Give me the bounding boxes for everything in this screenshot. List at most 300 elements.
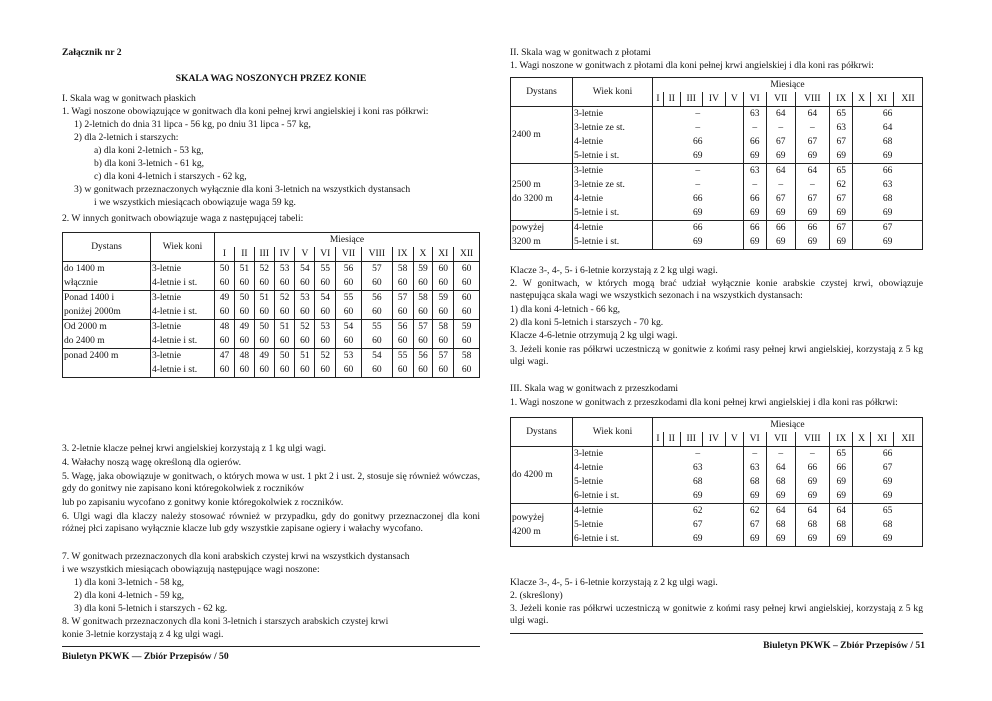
distance-line-1: 2500 m: [512, 180, 541, 190]
note-2: 2. W gonitwach, w których mogą brać udział wyłącznie konie arabskie czystej krwi, obowiązuje następująca skala wagi we wszystkich sezonach i na wszystkich dystansach:: [510, 278, 923, 301]
weight-cell: 52: [295, 320, 315, 335]
age-cell: 4-letnie: [573, 221, 653, 236]
weight-cell: 57: [433, 349, 454, 364]
weight-cell: 62: [830, 178, 853, 192]
weight-cell: 58: [433, 320, 454, 335]
weight-cell: 60: [254, 363, 274, 378]
age-cell: 4-letnie: [573, 461, 653, 475]
age-cell: 3-letnie: [573, 164, 653, 179]
table-row: [511, 475, 923, 489]
weight-cell: 60: [361, 363, 392, 378]
table-row: [63, 334, 480, 349]
weight-cell: 60: [336, 276, 362, 291]
weight-cell: –: [743, 178, 766, 192]
weight-cell: 51: [295, 349, 315, 364]
month-header: II: [663, 92, 680, 107]
weight-cell: 65: [830, 447, 853, 462]
weight-cell: 60: [392, 276, 413, 291]
month-header: X: [853, 432, 871, 447]
distance-line-1: powyżej: [512, 513, 545, 523]
weight-cell-oct-dec: 69: [882, 534, 893, 544]
weight-cell: 53: [336, 349, 362, 364]
table-row: [511, 235, 923, 250]
weight-cell: 60: [413, 305, 433, 320]
month-header: VIII: [361, 247, 392, 262]
weight-cell: 48: [234, 349, 254, 364]
table-row: [511, 532, 923, 547]
s1-list-2c: c) dla koni 4-letnich i starszych - 62 kg,: [94, 171, 247, 182]
weight-cell: 69: [766, 206, 795, 221]
weight-cell: 68: [743, 475, 766, 489]
weight-cell: 64: [766, 164, 795, 179]
weight-cell: 69: [830, 235, 853, 250]
weight-cell: 69: [743, 532, 766, 547]
footer-rule: [62, 646, 480, 647]
header-miesiace: Miesiące: [329, 235, 365, 245]
weight-cell: 69: [795, 206, 829, 221]
weight-cell: 65: [830, 107, 853, 122]
month-header: II: [234, 247, 254, 262]
age-cell: 3-letnie: [151, 349, 215, 364]
distance-cell: włącznie: [63, 276, 151, 291]
s3-paragraph-1: 1. Wagi noszone w gonitwach z przeszkodami dla koni pełnej krwi angielskiej i dla koni ras półkrwi:: [510, 397, 898, 408]
weight-cell: 60: [234, 305, 254, 320]
weight-cell: 48: [215, 320, 235, 335]
note-2-item-3: Klacze 4-6-letnie otrzymują 2 kg ulgi wagi.: [510, 330, 678, 341]
weight-cell: 63: [743, 107, 766, 122]
weight-cell: 60: [413, 334, 433, 349]
month-header: VII: [766, 432, 795, 447]
weight-cell: 60: [361, 334, 392, 349]
note-4: Klacze 3-, 4-, 5- i 6-letnie korzystają z 2 kg ulgi wagi.: [510, 577, 718, 588]
weight-cell: 69: [795, 475, 829, 489]
weight-cell: 59: [433, 291, 454, 306]
weight-cell: 60: [295, 363, 315, 378]
weight-cell: 69: [743, 489, 766, 504]
month-header: II: [663, 432, 680, 447]
weight-cell: 62: [743, 504, 766, 519]
distance-line-1: powyżej: [512, 223, 545, 233]
age-cell: 3-letnie ze st.: [573, 121, 653, 135]
weight-cell: 60: [215, 276, 235, 291]
weight-cell-jan-may: 63: [653, 461, 744, 475]
table-row: [63, 349, 480, 364]
weight-cell: 64: [766, 461, 795, 475]
table-row: [63, 305, 480, 320]
weight-cell: 69: [766, 149, 795, 164]
s1-paragraph-2: 2. W innych gonitwach obowiązuje waga z następującej tabeli:: [62, 213, 304, 224]
age-cell: 3-letnie: [151, 291, 215, 306]
weight-cell-jan-may: 66: [653, 221, 744, 236]
weight-cell: –: [743, 121, 766, 135]
month-header: VI: [743, 432, 766, 447]
distance-cell: [511, 504, 573, 547]
weight-cell-oct-dec: 64: [882, 123, 893, 133]
weight-cell: 66: [743, 221, 766, 236]
paragraph-7-item-1: 1) dla koni 3-letnich - 58 kg,: [74, 577, 185, 588]
age-cell: 5-letnie i st.: [573, 206, 653, 221]
weight-cell: 60: [461, 307, 472, 317]
month-header: IX: [392, 247, 413, 262]
s1-list-3b: i we wszystkich miesiącach obowiązuje waga 59 kg.: [94, 197, 296, 208]
weight-cell: 59: [461, 322, 472, 332]
month-header: VIII: [795, 432, 829, 447]
table-row: [63, 320, 480, 335]
weight-cell: 65: [830, 164, 853, 179]
month-header: VII: [766, 92, 795, 107]
weight-cell: 64: [795, 504, 829, 519]
s1-list-2a: a) dla koni 2-letnich - 53 kg,: [94, 145, 204, 156]
flat-weights-table: [62, 232, 480, 378]
weight-cell: 50: [215, 262, 235, 277]
table-row: [511, 135, 923, 149]
weight-cell: 64: [795, 107, 829, 122]
weight-cell: 60: [336, 305, 362, 320]
table-row: [511, 504, 923, 519]
age-cell: 3-letnie: [151, 320, 215, 335]
weight-cell-oct-dec: 65: [882, 506, 893, 516]
weight-cell: 60: [295, 305, 315, 320]
table-row: [511, 461, 923, 475]
age-cell: 4-letnie: [573, 504, 653, 519]
weight-cell-jan-may: 62: [653, 504, 744, 519]
month-header: X: [413, 247, 433, 262]
paragraph-4: 4. Wałachy noszą wagę określoną dla ogierów.: [62, 457, 242, 468]
weight-cell: 50: [274, 349, 295, 364]
weight-cell: 60: [215, 334, 235, 349]
weight-cell: 69: [830, 532, 853, 547]
weight-cell: 60: [234, 334, 254, 349]
weight-cell-oct-dec: 68: [882, 137, 893, 147]
section-3-title: III. Skala wag w gonitwach z przeszkodami: [510, 383, 679, 394]
weight-cell: 60: [295, 334, 315, 349]
weight-cell: 66: [795, 461, 829, 475]
weight-cell-oct-dec: 69: [882, 151, 893, 161]
table-row: [63, 291, 480, 306]
weight-cell: 60: [274, 305, 295, 320]
weight-cell: 49: [254, 349, 274, 364]
note-2-item-1: 1) dla koni 4-letnich - 66 kg,: [510, 304, 621, 315]
month-header: IX: [830, 92, 853, 107]
weight-cell: 52: [274, 291, 295, 306]
weight-cell: –: [743, 447, 766, 462]
weight-cell: 64: [766, 504, 795, 519]
weight-cell: 69: [743, 235, 766, 250]
table-row: [511, 192, 923, 206]
weight-cell: 60: [461, 293, 472, 303]
month-header: III: [680, 92, 702, 107]
weight-cell-oct-dec: 69: [882, 237, 893, 247]
weight-cell: 69: [830, 475, 853, 489]
age-cell: 4-letnie i st.: [151, 276, 215, 291]
weight-cell: 60: [274, 276, 295, 291]
weight-cell: 64: [795, 164, 829, 179]
distance-line-1: 2400 m: [512, 130, 541, 140]
weight-cell: 60: [461, 365, 472, 375]
distance-cell: [511, 107, 573, 164]
note-3: 3. Jeżeli konie ras półkrwi uczestniczą w gonitwie z końmi rasy pełnej krwi angielskiej, korzystają z 5 kg ulgi wagi.: [510, 344, 923, 367]
s1-list-2b: b) dla koni 3-letnich - 61 kg,: [94, 158, 205, 169]
weight-cell: –: [766, 121, 795, 135]
weight-cell: 69: [743, 149, 766, 164]
weight-cell: 52: [315, 349, 336, 364]
note-5: 2. (skreślony): [510, 590, 563, 601]
weight-cell: 60: [361, 305, 392, 320]
weight-cell: 69: [795, 235, 829, 250]
weight-cell: 60: [461, 278, 472, 288]
header-miesiace: Miesiące: [770, 80, 805, 90]
distance-cell: [511, 221, 573, 250]
weight-cell: 66: [743, 192, 766, 206]
weight-cell: 57: [392, 291, 413, 306]
weight-cell: 69: [795, 532, 829, 547]
month-header: VII: [336, 247, 362, 262]
weight-cell: 53: [315, 320, 336, 335]
distance-cell: do 2400 m: [63, 334, 151, 349]
weight-cell: 53: [274, 262, 295, 277]
weight-cell: 60: [254, 305, 274, 320]
weight-cell-jan-may: 69: [653, 206, 744, 221]
weight-cell-jan-may: 69: [653, 235, 744, 250]
month-header: IV: [702, 432, 725, 447]
month-header: VI: [743, 92, 766, 107]
age-cell: 3-letnie: [151, 262, 215, 277]
weight-cell: 67: [766, 135, 795, 149]
weight-cell: 60: [433, 334, 454, 349]
age-cell: 4-letnie: [573, 192, 653, 206]
weight-cell-jan-may: –: [653, 107, 744, 122]
weight-cell: 56: [361, 291, 392, 306]
month-header: I: [653, 92, 664, 107]
age-cell: 6-letnie i st.: [573, 532, 653, 547]
table-row: [511, 107, 923, 122]
table-row: [63, 262, 480, 277]
age-cell: 4-letnie i st.: [151, 363, 215, 378]
weight-cell: 68: [766, 475, 795, 489]
weight-cell: 69: [795, 149, 829, 164]
month-header: V: [726, 92, 744, 107]
weight-cell: 60: [234, 363, 254, 378]
weight-cell: 69: [795, 489, 829, 504]
weight-cell: 69: [830, 206, 853, 221]
weight-cell: 60: [392, 305, 413, 320]
paragraph-3: 3. 2-letnie klacze pełnej krwi angielskiej korzystają z 1 kg ulgi wagi.: [62, 443, 327, 454]
month-header: XII: [901, 434, 915, 444]
weight-cell: 60: [274, 334, 295, 349]
weight-cell-jan-may: 68: [653, 475, 744, 489]
page-title: SKALA WAG NOSZONYCH PRZEZ KONIE: [175, 73, 367, 84]
weight-cell: 69: [830, 489, 853, 504]
weight-cell: 64: [766, 107, 795, 122]
weight-cell-jan-may: –: [653, 121, 744, 135]
month-header: I: [215, 247, 235, 262]
weight-cell: 60: [433, 262, 454, 277]
age-cell: 4-letnie i st.: [151, 334, 215, 349]
weight-cell: 60: [392, 334, 413, 349]
weight-cell: 63: [830, 121, 853, 135]
weight-cell-jan-may: 66: [653, 192, 744, 206]
weight-cell: 66: [743, 135, 766, 149]
weight-cell: 60: [433, 363, 454, 378]
weight-cell: 52: [254, 262, 274, 277]
weight-cell: 67: [795, 192, 829, 206]
header-wiek: Wiek koni: [151, 233, 215, 262]
weight-cell: 63: [743, 461, 766, 475]
weight-cell: 60: [315, 276, 336, 291]
hurdles-weights-table: [510, 77, 923, 250]
weight-cell: 60: [315, 334, 336, 349]
weight-cell: 68: [766, 518, 795, 532]
footer-right: Biuletyn PKWK – Zbiór Przepisów / 51: [763, 640, 925, 651]
weight-cell-oct-dec: 69: [882, 208, 893, 218]
weight-cell: 58: [461, 351, 472, 361]
month-header: XI: [433, 247, 454, 262]
header-dystans: Dystans: [63, 233, 151, 262]
weight-cell: 60: [361, 276, 392, 291]
weight-cell-jan-may: –: [653, 447, 744, 462]
section-1-title: I. Skala wag w gonitwach płaskich: [62, 93, 196, 104]
distance-cell: [511, 164, 573, 221]
weight-cell: 55: [392, 349, 413, 364]
month-header: XI: [870, 432, 893, 447]
table-row: [511, 489, 923, 504]
month-header: V: [295, 247, 315, 262]
flat-table-body: [63, 262, 480, 378]
paragraph-7-item-2: 2) dla koni 4-letnich - 59 kg,: [74, 590, 185, 601]
age-cell: 5-letnie i st.: [573, 149, 653, 164]
weight-cell: 69: [766, 235, 795, 250]
weight-cell: 60: [274, 363, 295, 378]
weight-cell: 47: [215, 349, 235, 364]
weight-cell-oct-dec: 68: [882, 194, 893, 204]
distance-line-2: 3200 m: [512, 237, 541, 247]
header-miesiace: Miesiące: [770, 420, 805, 430]
weight-cell: 67: [795, 135, 829, 149]
month-header: VI: [315, 247, 336, 262]
weight-cell: –: [766, 178, 795, 192]
table-row: [511, 164, 923, 179]
weight-cell-oct-dec: 67: [882, 463, 893, 473]
weight-cell: 60: [392, 363, 413, 378]
weight-cell: 56: [392, 320, 413, 335]
paragraph-6: 6. Ulgi wagi dla klaczy należy stosować również w przypadku, gdy do gonitwy przeznaczonej dla koni różnej płci zapisano wyłącznie klacze lub gdy wszystkie zapisane ogiery i wałachy wycofano.: [62, 511, 480, 534]
age-cell: 6-letnie i st.: [573, 489, 653, 504]
month-header: XII: [901, 94, 915, 104]
distance-cell: Od 2000 m: [63, 320, 151, 335]
weight-cell: 68: [795, 518, 829, 532]
distance-cell: poniżej 2000m: [63, 305, 151, 320]
weight-cell: 57: [413, 320, 433, 335]
month-header: VIII: [795, 92, 829, 107]
age-cell: 3-letnie ze st.: [573, 178, 653, 192]
weight-cell: 50: [254, 320, 274, 335]
table-row: [511, 518, 923, 532]
weight-cell: –: [795, 447, 829, 462]
weight-cell-oct-dec: 69: [882, 491, 893, 501]
weight-cell: 57: [361, 262, 392, 277]
weight-cell: 49: [234, 320, 254, 335]
header-dystans: Dystans: [511, 78, 573, 107]
weight-cell: 53: [295, 291, 315, 306]
paragraph-5: 5. Wagę, jaka obowiązuje w gonitwach, o których mowa w ust. 1 pkt 2 i ust. 2, stosuje się również wówczas, gdy do gonitwy nie zapisano koni któregokolwiek z roczników: [62, 471, 480, 494]
weight-cell: 60: [413, 276, 433, 291]
attachment-label: Załącznik nr 2: [62, 47, 122, 58]
s1-list-1: 1) 2-letnich do dnia 31 lipca - 56 kg, po dniu 31 lipca - 57 kg,: [74, 119, 311, 130]
weight-cell: 58: [392, 262, 413, 277]
paragraph-5b: lub po zapisaniu wycofano z gonitwy konie któregokolwiek z roczników.: [62, 497, 344, 508]
weight-cell: 69: [766, 489, 795, 504]
weight-cell: 49: [215, 291, 235, 306]
weight-cell: 67: [743, 518, 766, 532]
weight-cell: 51: [254, 291, 274, 306]
steeplechase-table-body: [511, 447, 923, 547]
weight-cell: 60: [433, 305, 454, 320]
weight-cell-oct-dec: 67: [882, 223, 893, 233]
age-cell: 4-letnie i st.: [151, 305, 215, 320]
weight-cell: 56: [336, 262, 362, 277]
weight-cell: 55: [336, 291, 362, 306]
month-header: X: [853, 92, 871, 107]
weight-cell: 66: [795, 221, 829, 236]
paragraph-8: 8. W gonitwach przeznaczonych dla koni 3-letnich i starszych arabskich czystej krwi: [62, 616, 389, 627]
weight-cell: –: [795, 178, 829, 192]
weight-cell: 60: [413, 363, 433, 378]
weight-cell: 54: [315, 291, 336, 306]
s1-list-3: 3) w gonitwach przeznaczonych wyłącznie dla koni 3-letnich na wszystkich dystansach: [74, 184, 411, 195]
weight-cell: 59: [413, 262, 433, 277]
weight-cell: 67: [830, 221, 853, 236]
weight-cell: 60: [234, 276, 254, 291]
weight-cell-oct-dec: 63: [882, 180, 893, 190]
distance-cell: [63, 363, 151, 378]
weight-cell: 60: [254, 334, 274, 349]
month-header: IV: [702, 92, 725, 107]
weight-cell: 69: [830, 149, 853, 164]
table-row: [63, 276, 480, 291]
weight-cell: 68: [830, 518, 853, 532]
age-cell: 5-letnie: [573, 518, 653, 532]
weight-cell: 60: [215, 363, 235, 378]
weight-cell: 50: [234, 291, 254, 306]
age-cell: 5-letnie: [573, 475, 653, 489]
age-cell: 5-letnie i st.: [573, 235, 653, 250]
paragraph-8b: konie 3-letnie korzystają z 4 kg ulgi wagi.: [62, 629, 224, 640]
weight-cell-jan-may: 66: [653, 135, 744, 149]
note-2-item-2: 2) dla koni 5-letnich i starszych - 70 kg.: [510, 317, 664, 328]
table-row: [511, 121, 923, 135]
weight-cell: 60: [433, 276, 454, 291]
weight-cell: 51: [234, 262, 254, 277]
s2-paragraph-1: 1. Wagi noszone w gonitwach z płotami dla koni pełnej krwi angielskiej i dla koni ras półkrwi:: [510, 60, 874, 71]
steeplechase-weights-table: [510, 417, 923, 547]
table-row: [511, 221, 923, 236]
month-header: III: [254, 247, 274, 262]
month-header: III: [680, 432, 702, 447]
weight-cell: 60: [315, 305, 336, 320]
month-header: XII: [459, 249, 474, 259]
weight-cell: 60: [215, 305, 235, 320]
table-row: [511, 178, 923, 192]
table-row: [511, 447, 923, 462]
weight-cell-jan-may: 69: [653, 149, 744, 164]
weight-cell: 54: [361, 349, 392, 364]
weight-cell: 60: [336, 334, 362, 349]
weight-cell: –: [766, 447, 795, 462]
weight-cell: 63: [743, 164, 766, 179]
weight-cell: 66: [830, 461, 853, 475]
distance-line-2: 4200 m: [512, 527, 541, 537]
paragraph-7-item-3: 3) dla koni 5-letnich i starszych - 62 kg.: [74, 603, 228, 614]
